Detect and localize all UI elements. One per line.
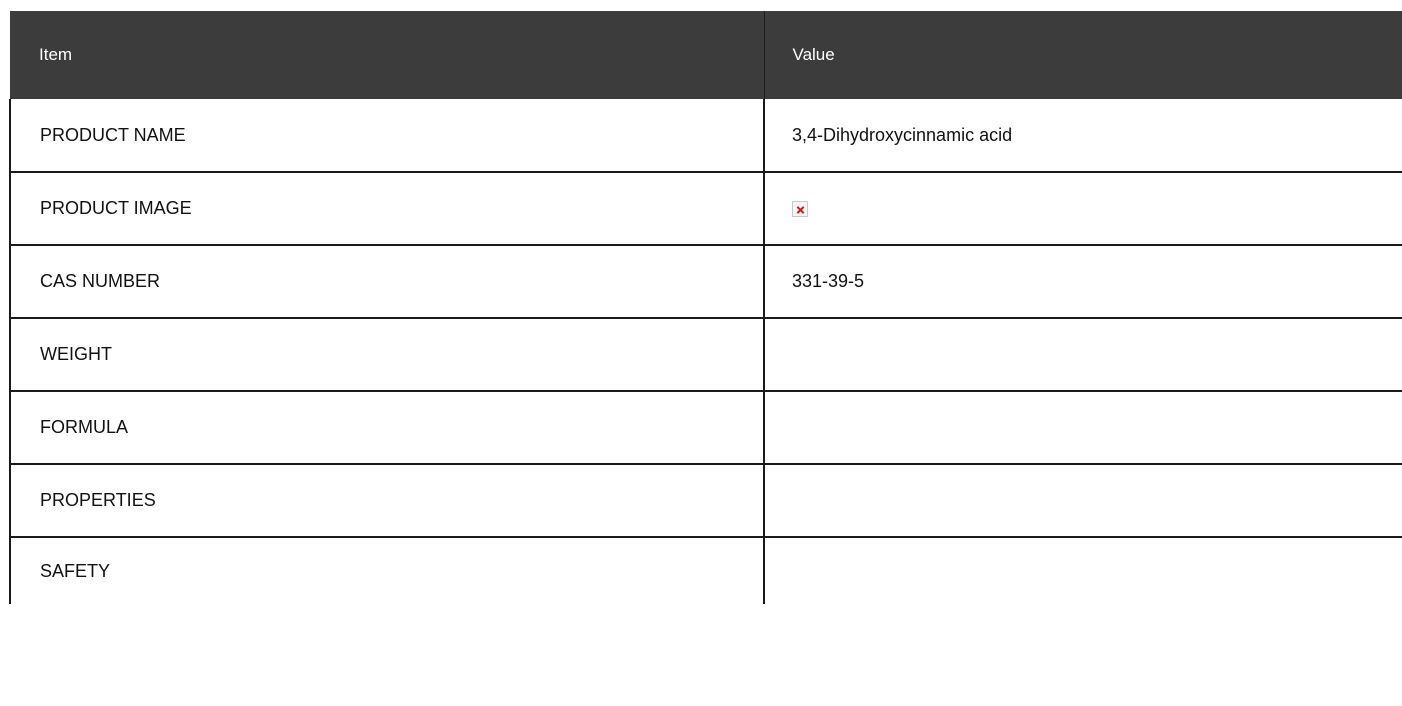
row-label-properties: PROPERTIES: [10, 464, 764, 537]
product-spec-table: [9, 11, 1402, 604]
row-label-product-name: PRODUCT NAME: [10, 99, 764, 172]
broken-image-icon: [792, 201, 808, 217]
table-row: [10, 99, 1402, 172]
row-label-formula: FORMULA: [10, 391, 764, 464]
row-value-product-image: [764, 172, 1402, 245]
table-header-row: [10, 11, 1402, 99]
table-row: [10, 172, 1402, 245]
row-label-cas-number: CAS NUMBER: [10, 245, 764, 318]
table-row: [10, 245, 1402, 318]
row-value-cas-number: 331-39-5: [764, 245, 1402, 318]
row-value-product-name: 3,4-Dihydroxycinnamic acid: [764, 99, 1402, 172]
header-value: Value: [764, 11, 1402, 99]
table-row: [10, 464, 1402, 537]
row-value-weight: [764, 318, 1402, 391]
row-value-properties: [764, 464, 1402, 537]
row-label-safety: SAFETY: [10, 537, 764, 604]
row-label-product-image: PRODUCT IMAGE: [10, 172, 764, 245]
row-value-formula: [764, 391, 1402, 464]
header-item: Item: [10, 11, 764, 99]
table-row: [10, 318, 1402, 391]
row-value-safety: [764, 537, 1402, 604]
row-label-weight: WEIGHT: [10, 318, 764, 391]
table-row: [10, 391, 1402, 464]
table-row: [10, 537, 1402, 604]
